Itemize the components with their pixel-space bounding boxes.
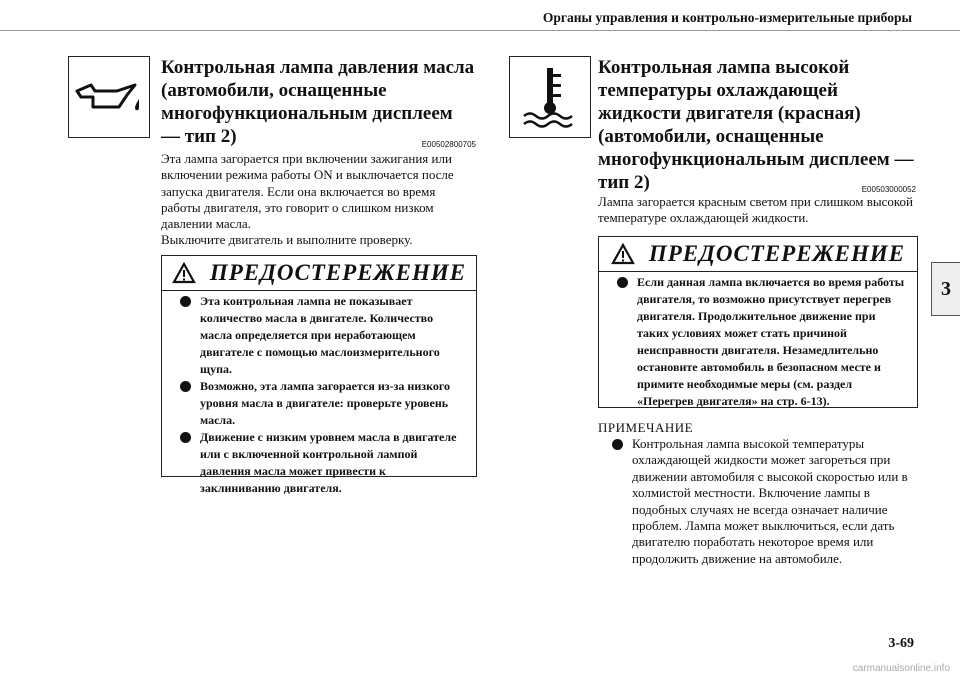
warning-title: ПРЕДОСТЕРЕЖЕНИЕ bbox=[648, 241, 906, 266]
body-line: работы двигателя, это говорит о слишком низком bbox=[161, 199, 434, 215]
warning-header bbox=[162, 256, 476, 291]
coolant-temperature-icon bbox=[509, 56, 591, 138]
warning-item: Эта контрольная лампа не показывает количество масла в двигателе. Количество масла определяется при неработающем двигателе с помощью маслоизмерительного щупа. bbox=[180, 293, 468, 378]
bullet-icon bbox=[612, 439, 623, 450]
body-line: включении режима работы ON и выключается после bbox=[161, 167, 454, 183]
warning-item: Движение с низким уровнем масла в двигателе или с включенной контрольной лампой давления масла может привести к заклиниванию двигателя. bbox=[180, 429, 468, 497]
page-number: 3-69 bbox=[888, 636, 914, 651]
bullet-icon bbox=[180, 381, 191, 392]
chapter-number: 3 bbox=[941, 277, 951, 300]
body-line: запуска двигателя. Если она включается во время bbox=[161, 183, 436, 199]
note-title: ПРИМЕЧАНИЕ bbox=[598, 420, 694, 435]
warning-box-oil bbox=[161, 255, 477, 495]
bullet-icon bbox=[180, 432, 191, 443]
body-text-coolant: Лампа загорается красным светом при слишком высокой температуре охлаждающей жидкости. bbox=[598, 194, 913, 226]
header-rule bbox=[0, 30, 960, 31]
body-line: Эта лампа загорается при включении зажигания или bbox=[161, 151, 452, 166]
section-code-coolant: E00503000052 bbox=[861, 185, 916, 194]
note-list bbox=[612, 436, 918, 567]
body-line: Выключите двигатель и выполните проверку. bbox=[161, 232, 413, 248]
body-text-oil bbox=[161, 151, 481, 249]
running-header: Органы управления и контрольно-измерительные приборы bbox=[542, 10, 912, 25]
chapter-tab bbox=[931, 262, 960, 316]
section-title-oil: Контрольная лампа давления масла (автомобили, оснащенные многофункциональным дисплеем — тип 2) bbox=[161, 57, 475, 147]
warning-triangle-icon bbox=[611, 243, 635, 265]
bullet-icon bbox=[617, 277, 628, 288]
oil-pressure-icon bbox=[68, 56, 150, 138]
warning-item: Возможно, эта лампа загорается из-за низкого уровня масла в двигателе: проверьте уровень масла. bbox=[180, 378, 468, 429]
watermark: carmanualsonline.info bbox=[852, 663, 950, 674]
warning-title: ПРЕДОСТЕРЕЖЕНИЕ bbox=[209, 260, 467, 285]
bullet-icon bbox=[180, 296, 191, 307]
warning-box-coolant bbox=[598, 236, 918, 408]
warning-item: Если данная лампа включается во время работы двигателя, то возможно присутствует перегрев двигателя. Продолжительное движение при таких условиях может стать причиной неисправности двигателя. Незамедлительно остановите автомобиль в безопасном месте и примите необходимые меры (см. раздел «Перегрев двигателя» на стр. 6-13). bbox=[617, 274, 909, 410]
section-title-coolant: Контрольная лампа высокой температуры охлаждающей жидкости двигателя (красная) (автомобили, оснащенные многофункциональным дисплеем — тип 2) bbox=[598, 57, 914, 193]
warning-header bbox=[599, 237, 917, 272]
section-code-oil: E00502800705 bbox=[421, 140, 476, 149]
warning-triangle-icon bbox=[172, 262, 196, 284]
body-line: давлении масла. bbox=[161, 216, 251, 232]
note-item: Контрольная лампа высокой температуры охлаждающей жидкости может загореться при движении автомобиля с высокой скоростью или в холмистой местности. Включение лампы в подобных случаях не всегда означает наличие проблем. Лампа может выключиться, если дать двигателю поработать некоторое время или продолжить движение на автомобиле. bbox=[612, 436, 918, 567]
